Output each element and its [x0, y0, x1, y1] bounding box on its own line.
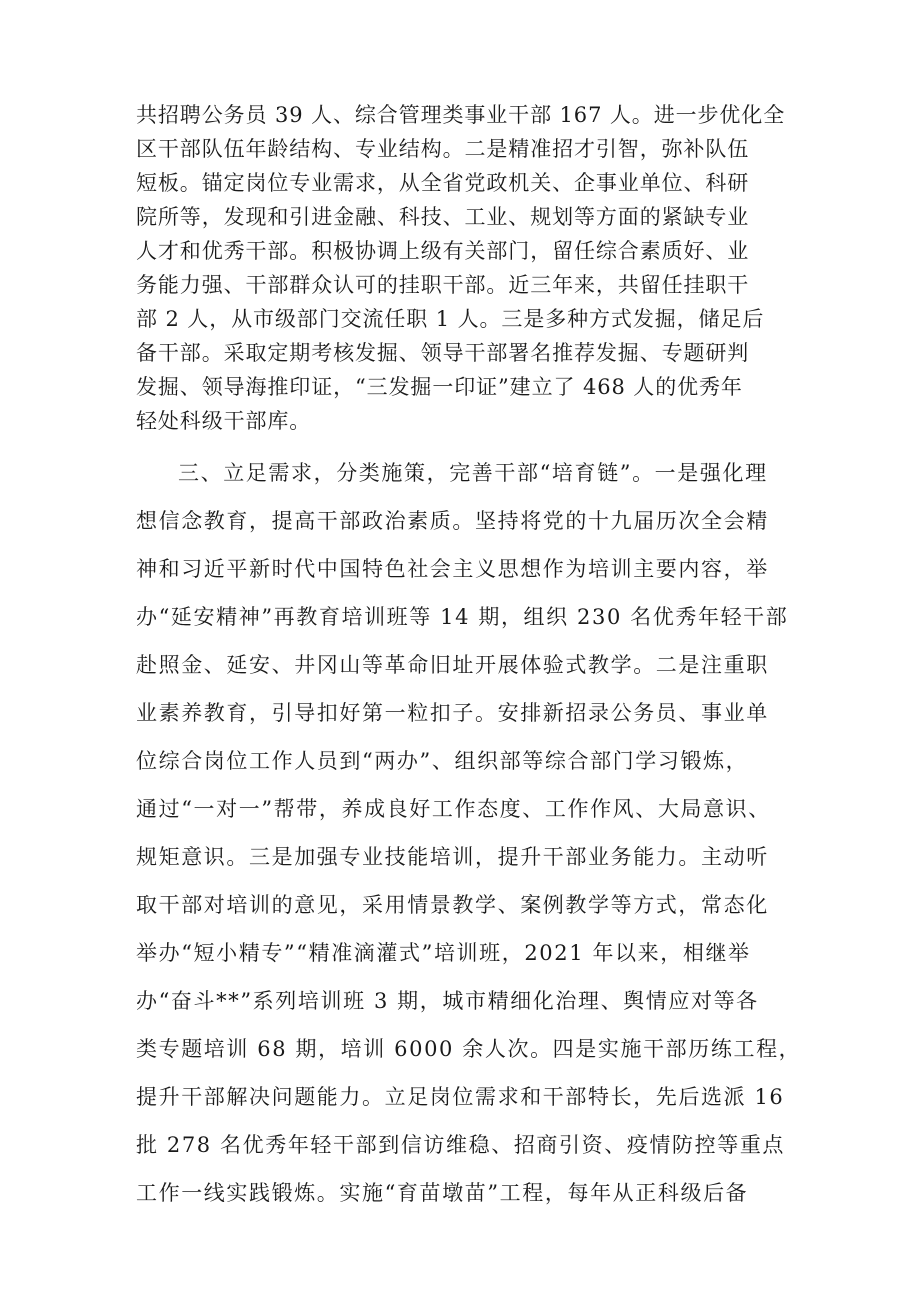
text-line: 人才和优秀干部。积极协调上级有关部门，留任综合素质好、业	[136, 239, 750, 263]
text-line: 规矩意识。三是加强专业技能培训，提升干部业务能力。主动听	[136, 845, 769, 869]
text-line: 类专题培训 68 期，培训 6000 余人次。四是实施干部历练工程，	[136, 1037, 802, 1061]
text-line: 发掘、领导海推印证，“三发掘一印证”建立了 468 人的优秀年	[136, 375, 743, 399]
text-line: 位综合岗位工作人员到“两办”、组织部等综合部门学习锻炼，	[136, 749, 749, 773]
text-line: 办“奋斗**”系列培训班 3 期，城市精细化治理、舆情应对等各	[136, 989, 759, 1013]
text-line: 轻处科级干部库。	[136, 409, 312, 433]
text-line: 想信念教育，提高干部政治素质。坚持将党的十九届历次全会精	[136, 509, 769, 533]
text-line: 赴照金、延安、井冈山等革命旧址开展体验式教学。二是注重职	[136, 653, 769, 677]
text-line: 业素养教育，引导扣好第一粒扣子。安排新招录公务员、事业单	[136, 701, 769, 725]
text-line: 备干部。采取定期考核发掘、领导干部署名推荐发掘、专题研判	[136, 341, 750, 365]
text-line: 工作一线实践锻炼。实施“育苗墩苗”工程，每年从正科级后备	[136, 1181, 749, 1205]
text-line: 部 2 人，从市级部门交流任职 1 人。三是多种方式发掘，储足后	[136, 307, 765, 331]
text-line: 共招聘公务员 39 人、综合管理类事业干部 167 人。进一步优化全	[136, 103, 786, 127]
text-line: 批 278 名优秀年轻干部到信访维稳、招商引资、疫情防控等重点	[136, 1133, 786, 1157]
text-line: 神和习近平新时代中国特色社会主义思想作为培训主要内容，举	[136, 557, 769, 581]
text-line: 区干部队伍年龄结构、专业结构。二是精准招才引智，弥补队伍	[136, 137, 750, 161]
text-line: 提升干部解决问题能力。立足岗位需求和干部特长，先后选派 16	[136, 1085, 785, 1109]
text-line: 办“延安精神”再教育培训班等 14 期，组织 230 名优秀年轻干部	[136, 605, 789, 629]
text-line: 通过“一对一”帮带，养成良好工作态度、工作作风、大局意识、	[136, 797, 771, 821]
text-line: 务能力强、干部群众认可的挂职干部。近三年来，共留任挂职干	[136, 273, 750, 297]
text-line: 取干部对培训的意见，采用情景教学、案例教学等方式，常态化	[136, 893, 769, 917]
text-line: 三、立足需求，分类施策，完善干部“培育链”。一是强化理	[178, 461, 768, 485]
text-line: 短板。锚定岗位专业需求，从全省党政机关、企事业单位、科研	[136, 171, 750, 195]
text-line: 院所等，发现和引进金融、科技、工业、规划等方面的紧缺专业	[136, 205, 750, 229]
text-line: 举办“短小精专”“精准滴灌式”培训班，2021 年以来，相继举	[136, 941, 751, 965]
